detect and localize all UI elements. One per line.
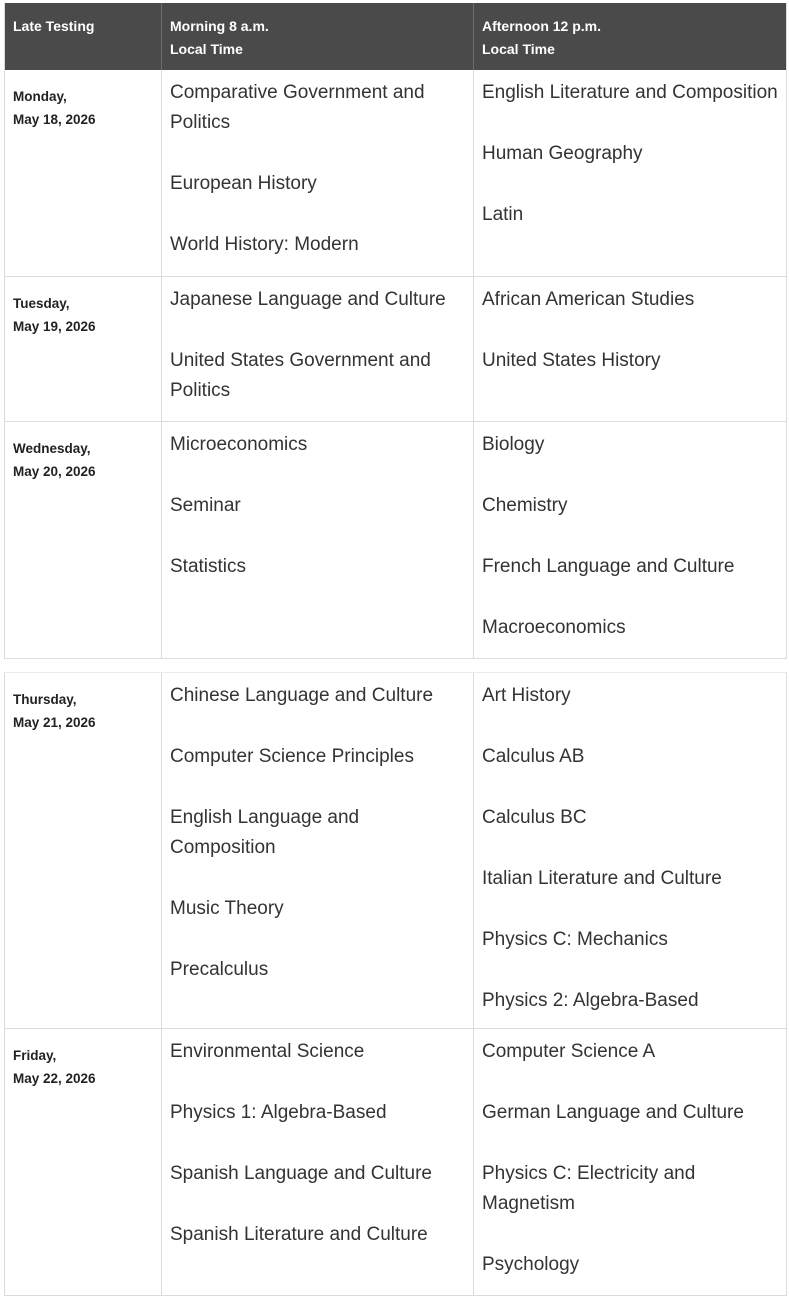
exam-item: Spanish Language and Culture: [170, 1163, 432, 1184]
day-date: May 19, 2026: [13, 319, 96, 334]
exam-item: Art History: [482, 685, 571, 706]
exam-item: World History: Modern: [170, 234, 359, 255]
header-afternoon: [473, 3, 786, 70]
table-row: [5, 1029, 786, 1296]
exam-item: Physics 1: Algebra-Based: [170, 1102, 387, 1123]
afternoon-cell: [473, 1029, 786, 1295]
table-row: [5, 673, 786, 1029]
exam-item: Computer Science Principles: [170, 746, 414, 767]
exam-item: African American Studies: [482, 289, 695, 310]
exam-item: Physics 2: Algebra-Based: [482, 990, 699, 1011]
morning-cell: [161, 422, 473, 658]
exam-item: United States History: [482, 350, 661, 371]
exam-item: Computer Science A: [482, 1041, 656, 1062]
afternoon-cell: [473, 673, 786, 1028]
exam-item: Chinese Language and Culture: [170, 685, 434, 706]
day-name: Wednesday,: [13, 441, 91, 456]
exam-item: Music Theory: [170, 898, 284, 919]
day-name: Thursday,: [13, 692, 77, 707]
exam-item: Biology: [482, 434, 545, 455]
day-date: May 22, 2026: [13, 1071, 96, 1086]
afternoon-cell: [473, 422, 786, 658]
exam-item: Calculus AB: [482, 746, 585, 767]
exam-item: Physics C: Electricity and Magnetism: [482, 1163, 696, 1214]
exam-item: United States Government and Politics: [170, 350, 431, 401]
exam-item: Seminar: [170, 495, 241, 516]
header-morning-time: Morning 8 a.m.: [170, 18, 269, 34]
table-row: [5, 277, 786, 422]
table-header-row: [5, 3, 786, 70]
header-morning: [161, 3, 473, 70]
exam-item: Environmental Science: [170, 1041, 365, 1062]
day-name: Friday,: [13, 1048, 57, 1063]
day-date: May 18, 2026: [13, 112, 96, 127]
exam-item: Comparative Government and Politics: [170, 82, 425, 133]
exam-item: Italian Literature and Culture: [482, 868, 722, 889]
table-row: [5, 70, 786, 277]
table-row: [5, 422, 786, 659]
exam-item: Chemistry: [482, 495, 568, 516]
exam-item: Macroeconomics: [482, 617, 626, 638]
day-name: Monday,: [13, 89, 67, 104]
day-cell: [5, 277, 161, 421]
exam-item: European History: [170, 173, 317, 194]
exam-item: English Language and Composition: [170, 807, 360, 858]
exam-item: Physics C: Mechanics: [482, 929, 668, 950]
exam-item: Precalculus: [170, 959, 269, 980]
day-date: May 20, 2026: [13, 464, 96, 479]
schedule-table-lower: [4, 672, 787, 1296]
header-late-testing: Late Testing: [13, 18, 95, 34]
morning-cell: [161, 673, 473, 1028]
day-date: May 21, 2026: [13, 715, 96, 730]
morning-cell: [161, 277, 473, 421]
header-afternoon-local: Local Time: [482, 41, 555, 57]
day-cell: [5, 673, 161, 1028]
day-cell: [5, 1029, 161, 1295]
exam-item: French Language and Culture: [482, 556, 735, 577]
exam-item: Human Geography: [482, 143, 643, 164]
day-cell: [5, 70, 161, 276]
exam-item: Spanish Literature and Culture: [170, 1224, 428, 1245]
schedule-table-upper: [4, 3, 787, 659]
day-name: Tuesday,: [13, 296, 70, 311]
afternoon-cell: [473, 277, 786, 421]
header-afternoon-time: Afternoon 12 p.m.: [482, 18, 602, 34]
day-cell: [5, 422, 161, 658]
afternoon-cell: [473, 70, 786, 276]
exam-item: Calculus BC: [482, 807, 587, 828]
exam-item: Statistics: [170, 556, 247, 577]
morning-cell: [161, 70, 473, 276]
exam-item: German Language and Culture: [482, 1102, 744, 1123]
exam-item: Microeconomics: [170, 434, 308, 455]
exam-item: Latin: [482, 204, 524, 225]
exam-item: English Literature and Composition: [482, 82, 778, 103]
exam-item: Japanese Language and Culture: [170, 289, 446, 310]
morning-cell: [161, 1029, 473, 1295]
header-morning-local: Local Time: [170, 41, 243, 57]
exam-item: Psychology: [482, 1254, 580, 1275]
